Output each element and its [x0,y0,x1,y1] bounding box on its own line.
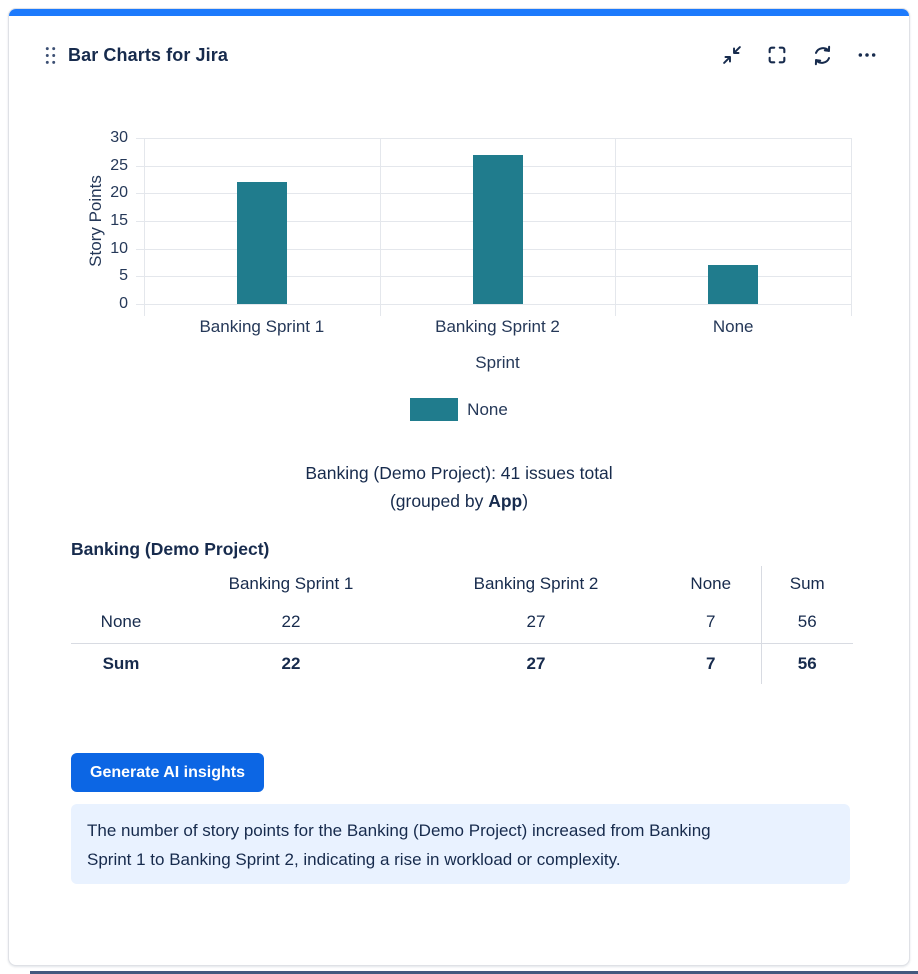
collapse-icon [721,44,743,66]
y-tick-mark [136,304,144,305]
drag-handle-icon[interactable] [45,46,56,65]
row-label: None [100,612,142,632]
gridline [851,138,852,304]
table-cell: 7 [706,612,716,632]
x-tick-label: Banking Sprint 1 [199,317,325,336]
y-axis-title: Story Points [86,175,105,267]
column-header: Banking Sprint 2 [473,574,599,593]
x-tick-mark [380,304,381,316]
refresh-icon [811,44,834,67]
table-cell-sum: 56 [761,602,853,643]
row-label: Sum [71,643,171,684]
y-tick-label: 20 [110,184,128,202]
gridline [144,138,145,304]
header-actions [720,43,879,67]
y-tick-mark [136,221,144,222]
collapse-button[interactable] [720,43,744,67]
table-header-row [71,566,853,602]
column-header [71,566,171,602]
legend-label: None [467,399,508,419]
table-row [71,602,853,643]
y-tick-label: 25 [110,156,128,174]
y-tick-mark [136,193,144,194]
table-sum-row [71,643,853,684]
table-cell: 7 [661,643,761,684]
page-title: Bar Charts for Jira [68,44,228,65]
fullscreen-icon [766,44,788,66]
pivot-table [71,566,853,684]
gridline [144,304,851,305]
refresh-button[interactable] [810,43,834,67]
ai-insight-text: The number of story points for the Banking (Demo Project) increased from Banking Sprint 1 to Banking Sprint 2, indicating a rise in workload or complexity. [87,821,711,869]
chart-caption [9,459,909,515]
chart-legend [9,398,909,421]
y-tick-mark [136,166,144,167]
chart-bar[interactable] [708,265,758,304]
table-cell: 27 [526,612,546,632]
caption-line2: (grouped by App) [389,491,529,511]
legend-swatch [410,398,458,421]
table-cell: 27 [411,643,661,684]
x-tick-mark [615,304,616,316]
y-tick-mark [136,138,144,139]
table-cell-sum: 56 [761,643,853,684]
gridline [144,138,851,139]
y-tick-mark [136,249,144,250]
gridline [615,138,616,304]
x-axis-title: Sprint [475,353,520,372]
column-header: Banking Sprint 1 [228,574,354,593]
card-accent-bar [9,9,909,16]
y-tick-label: 15 [110,212,128,229]
chart-plot [110,129,851,336]
table-cell: 22 [281,612,301,632]
x-tick-mark [144,304,145,316]
x-tick-label: None [712,317,754,336]
fullscreen-button[interactable] [765,43,789,67]
card-header [45,41,879,69]
more-icon [857,45,877,65]
chart-bar[interactable] [473,155,523,304]
table-title: Banking (Demo Project) [71,539,270,559]
y-tick-label: 10 [110,239,128,257]
y-tick-label: 5 [119,267,128,285]
table-cell: 22 [171,643,411,684]
x-tick-mark [851,304,852,316]
more-button[interactable] [855,43,879,67]
y-tick-label: 30 [110,129,128,146]
x-tick-label: Banking Sprint 2 [435,317,560,336]
caption-line1: Banking (Demo Project): 41 issues total [305,463,613,483]
y-tick-label: 0 [119,295,128,312]
column-header-sum: Sum [761,566,853,602]
generate-ai-insights-button[interactable]: Generate AI insights [71,753,264,792]
chart-bar[interactable] [237,182,287,304]
ai-insight-box [71,804,850,884]
gridline [380,138,381,304]
column-header: None [690,574,732,593]
y-tick-mark [136,276,144,277]
gadget-card [8,8,910,966]
